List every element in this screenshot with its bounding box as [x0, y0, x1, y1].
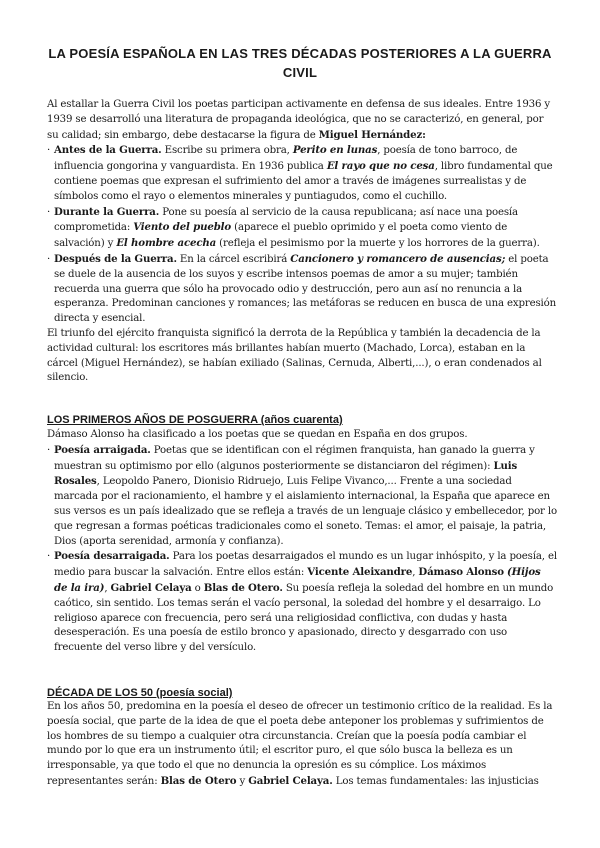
decada50-section — [47, 700, 557, 790]
text-span: Para los poetas desarraigados el mundo es un lugar inhóspito, y la poesía, el medio para buscar la salvación. Entre ellos están: — [54, 551, 557, 579]
bullet-icon: · — [47, 551, 51, 563]
poet-name: Gabriel Celaya. — [248, 774, 333, 787]
work-title: El rayo que no cesa — [326, 160, 435, 173]
text-span: (refleja el pesimismo por la muerte y los horrores de la guerra). — [216, 238, 540, 250]
text-span: En la cárcel escribirá — [176, 253, 291, 265]
bullet-icon: · — [47, 206, 51, 218]
intro-text: Al estallar la Guerra Civil los poetas participan activamente en defensa de sus ideales. Entre 1936 y 1939 se desarrolló una literatura de propaganda ideológica, que no se caracterizó, en general, por su calidad; sin embargo, debe destacarse la figura de — [47, 99, 551, 141]
posguerra-section — [47, 428, 557, 656]
bullet-label: Después de la Guerra. — [54, 252, 177, 265]
poet-name: Blas de Otero. — [203, 581, 283, 594]
work-title: Cancionero y romancero de ausencias; — [290, 252, 506, 265]
intro-paragraph — [47, 98, 557, 143]
list-item-antes — [47, 143, 557, 204]
work-title: Perito en lunas — [292, 144, 378, 157]
text-span: Pone su poesía al servicio de la causa republicana; así nace una poesía comprometida: — [54, 206, 518, 234]
triunfo-paragraph: El triunfo del ejército franquista significó la derrota de la República y también la decadencia de la actividad cultural: los escritores más brillantes habían muerto (Machado, Lorca), estaban en la cárcel (Miguel Hernández), se habían exiliado (Salinas, Cernuda, Alberti,...), o eran condenados al silencio. — [47, 327, 542, 384]
poet-name: Luis Rosales — [54, 459, 518, 488]
bullet-icon: · — [47, 253, 51, 265]
list-item-arraigada — [47, 443, 557, 550]
text-span: o — [191, 582, 204, 594]
text-span: y — [236, 775, 249, 787]
work-title: Viento del pueblo — [133, 221, 232, 234]
poet-name-hernandez: Miguel Hernández: — [318, 128, 426, 141]
poet-name: Dámaso Alonso — [418, 566, 504, 579]
text-span: , — [412, 567, 419, 579]
text-span: el poeta se duele de la ausencia de los suyos y escribe intensos poemas de amor a su mujer; también recuerda una guerra que sólo ha provocado odio y destrucción, pero aun así no renuncia a la esperanza. Predominan canciones y romances; las metáforas se reducen en busca de una expresión directa y esencial. — [54, 253, 557, 325]
text-span: , — [104, 582, 111, 594]
poet-name: Vicente Aleixandre — [307, 566, 413, 579]
bullet-label: Poesía arraigada. — [54, 443, 151, 456]
poet-name: Blas de Otero — [160, 774, 237, 787]
bullet-label: Durante la Guerra. — [54, 205, 160, 218]
text-span: En los años 50, predomina en la poesía el deseo de ofrecer un testimonio crítico de la realidad. Es la poesía social, que parte de la idea de que el poeta debe anteponer los problemas y sufrimientos de los hombres de su tiempo a cualquier otra circunstancia. Creían que la poesía podía cambiar el mundo por lo que era un instrumento útil; el escritor puro, el que sólo busca la belleza es un irresponsable, ya que todo el que no denuncia la opresión es su cómplice. Los máximos representantes serán: — [47, 701, 553, 787]
text-span: , libro fundamental que contiene poemas que expresan el sufrimiento del amor a través de imágenes surrealistas y de símbolos como el rayo o elementos minerales y puntiagudos, como el cuchillo. — [54, 161, 553, 202]
work-title: (Hijos de la ira) — [54, 566, 541, 594]
list-item-durante — [47, 205, 557, 252]
page-title: LA POESÍA ESPAÑOLA EN LAS TRES DÉCADAS POSTERIORES A LA GUERRA CIVIL — [48, 46, 552, 80]
text-span: , Leopoldo Panero, Dionisio Ridruejo, Luis Felipe Vivanco,... Frente a una sociedad marcada por el racionamiento, el hambre y el aislamiento internacional, la España que aparece en sus versos es un país idealizado que se refleja a través de un lenguaje clásico y embellecedor, por lo que regresan a formas poéticas tradicionales como el soneto. Temas: el amor, el paisaje, la patria, Dios (aporta serenidad, armonía y confianza). — [54, 476, 557, 547]
intro-section — [47, 98, 557, 386]
list-item-desarraigada — [47, 549, 557, 656]
bullet-label: Poesía desarraigada. — [54, 550, 170, 563]
text-span: Los temas fundamentales: las injusticias — [332, 775, 539, 787]
work-title: El hombre acecha — [116, 237, 217, 250]
text-span: (aparece el pueblo oprimido y el poeta como viento de salvación) y — [54, 222, 508, 250]
poet-name: Gabriel Celaya — [110, 581, 192, 594]
text-span: Poetas que se identifican con el régimen franquista, han ganado la guerra y muestran su optimismo por ello (algunos posteriormente se distanciaron del régimen): — [54, 444, 535, 472]
decada50-paragraph — [47, 700, 557, 790]
list-item-despues — [47, 252, 557, 327]
text-span: Escribe su primera obra, — [161, 145, 293, 157]
bullet-icon: · — [47, 145, 51, 157]
text-span: Su poesía refleja la soledad del hombre en un mundo caótico, sin sentido. Los temas serán el vacío personal, la soledad del hombre y el desarraigo. Lo religioso aparece con frecuencia, pero será una religiosidad conflictiva, con dudas y hasta desesperación. Es una poesía de estilo bronco y apasionado, directo y desgarrado con uso frecuente del verso libre y del versículo. — [54, 582, 554, 654]
bullet-label: Antes de la Guerra. — [54, 144, 162, 157]
posguerra-intro: Dámaso Alonso ha clasificado a los poetas que se quedan en España en dos grupos. — [47, 429, 468, 440]
section-heading-posguerra: LOS PRIMEROS AÑOS DE POSGUERRA (años cuarenta) — [47, 414, 343, 426]
section-heading-decada50: DÉCADA DE LOS 50 (poesía social) — [47, 687, 233, 699]
text-span: , poesía de tono barroco, de influencia gongorina y vanguardista. En 1936 publica — [54, 145, 518, 173]
bullet-icon: · — [47, 444, 51, 456]
